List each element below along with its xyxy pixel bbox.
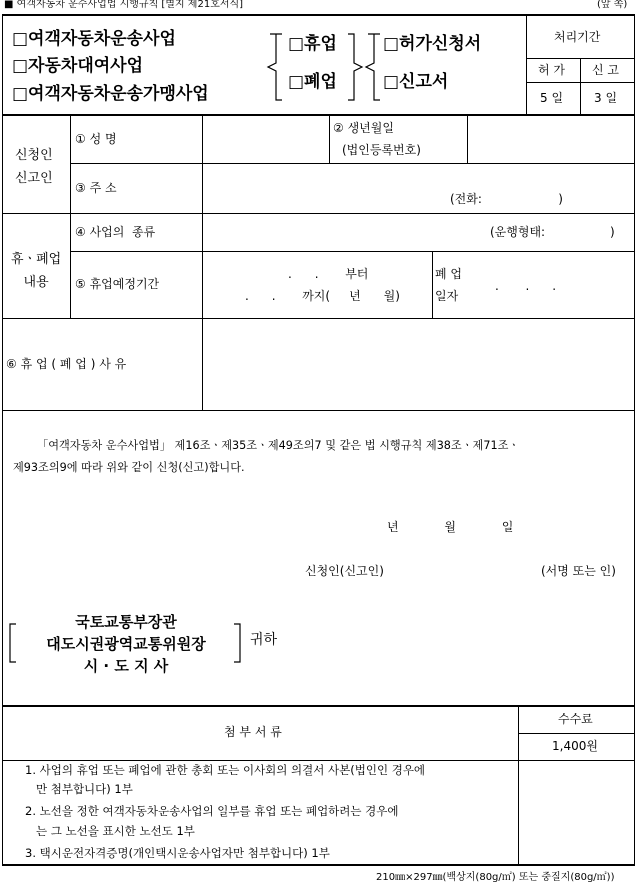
period-end[interactable]: . . 까지( 년 월) xyxy=(245,289,400,303)
recipient-3: 시 · 도 지 사 xyxy=(83,657,169,675)
recipient-suffix: 귀하 xyxy=(250,632,278,648)
recipient-list xyxy=(10,611,242,677)
closure-date-field[interactable]: . . . xyxy=(495,279,557,293)
name-label: ① 성 명 xyxy=(75,132,117,146)
suspension-period-label: ⑤ 휴업예정기간 xyxy=(75,277,160,291)
sign-note: (서명 또는 인) xyxy=(541,564,616,578)
business-type-3[interactable]: □여객자동차운송가맹사업 xyxy=(12,84,209,104)
attachment-item-2: 2. 노선을 정한 여객자동차운송사업의 일부를 휴업 또는 폐업하려는 경우에 xyxy=(25,804,399,818)
processing-col-report: 신 고 xyxy=(592,63,619,77)
doc-type-permit[interactable]: □허가신청서 xyxy=(383,34,482,54)
date-line[interactable]: 년 월 일 xyxy=(387,520,514,534)
applicant-group-label: 신청인 신고인 xyxy=(15,148,53,186)
processing-col-permit: 허 가 xyxy=(538,63,565,77)
attachment-item-1-cont: 만 첨부합니다) 1부 xyxy=(25,782,133,796)
birth-field[interactable] xyxy=(468,116,634,162)
business-type-label: ④ 사업의 종류 xyxy=(75,225,156,239)
action-close[interactable]: □폐업 xyxy=(288,72,337,92)
page-side-label: (앞 쪽) xyxy=(597,0,628,10)
fee-label: 수수료 xyxy=(558,712,593,726)
signer-label: 신청인(신고인) xyxy=(305,564,384,578)
processing-permit-days: 5 일 xyxy=(540,91,564,105)
statement-line-1: 「여객자동차 운수사업법」 제16조ㆍ제35조ㆍ제49조의7 및 같은 법 시행규칙 제38조ㆍ제71조ㆍ xyxy=(37,439,520,452)
operation-mode-label: (운행형태: ) xyxy=(490,225,615,239)
business-type-1[interactable]: □여객자동차운송사업 xyxy=(12,29,176,49)
closure-date-label-2: 일자 xyxy=(435,289,459,303)
business-type-2[interactable]: □자동차대여사업 xyxy=(12,56,144,76)
attachment-item-3: 3. 택시운전자격증명(개인택시운송사업자만 첨부합니다) 1부 xyxy=(25,846,330,860)
fee-value: 1,400원 xyxy=(552,739,598,753)
attachment-item-1: 1. 사업의 휴업 또는 폐업에 관한 총회 또는 이사회의 의결서 사본(법인인 경우에 xyxy=(25,763,426,777)
processing-title: 처리기간 xyxy=(554,30,601,44)
statement-line-2: 제93조의9에 따라 위와 같이 신청(신고)합니다. xyxy=(13,461,245,474)
address-label: ③ 주 소 xyxy=(75,181,117,195)
birth-label: ② 생년월일 xyxy=(333,121,394,135)
corp-reg-label: (법인등록번호) xyxy=(342,143,421,157)
reason-label: ⑥ 휴 업 ( 폐 업 ) 사 유 xyxy=(6,357,127,371)
period-start[interactable]: . . 부터 xyxy=(288,267,369,281)
paper-spec-footer: 210㎜×297㎜(백상지(80g/㎡) 또는 중질지(80g/㎡)) xyxy=(376,872,615,883)
phone-label: (전화: ) xyxy=(450,192,563,206)
reason-field[interactable] xyxy=(203,319,634,409)
attachments-title: 첨 부 서 류 xyxy=(224,725,282,739)
recipient-2: 대도시권광역교통위원장 xyxy=(46,635,206,653)
address-field[interactable] xyxy=(203,164,634,212)
processing-report-days: 3 일 xyxy=(594,91,618,105)
doc-type-report[interactable]: □신고서 xyxy=(383,72,449,92)
business-group-label: 휴ㆍ폐업 내용 xyxy=(11,252,62,290)
recipient-1: 국토교통부장관 xyxy=(75,613,177,631)
form-header: ■ 여객자동차 운수사업법 시행규칙 [별지 제21호서식] xyxy=(4,0,244,10)
attachment-item-2-cont: 는 그 노선을 표시한 노선도 1부 xyxy=(25,824,195,838)
closure-date-label: 폐 업 xyxy=(435,267,462,281)
action-suspend[interactable]: □휴업 xyxy=(288,34,337,54)
name-field[interactable] xyxy=(203,116,328,162)
